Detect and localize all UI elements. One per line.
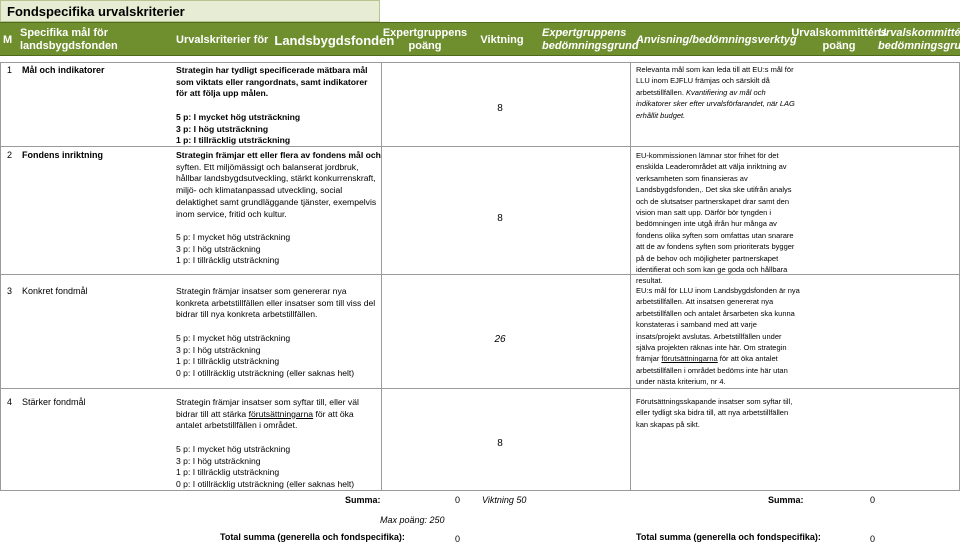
row-border	[0, 62, 960, 63]
guidance-note: Förutsättningsskapande insatser som syftar till, eller tydligt ska bidra till, att nya arbetstillfällen kan skapas på sikt.	[636, 397, 793, 429]
weight-value: 8	[497, 213, 503, 224]
scale-item: 1 p: I tillräcklig utsträckning	[176, 255, 280, 266]
row-border	[0, 146, 960, 147]
criterion-text-part: Strategin främjar insatser som syftar till, eller väl bidrar till att stärka	[176, 397, 359, 419]
row-name: Stärker fondmål	[22, 397, 86, 407]
column-border	[0, 62, 1, 490]
scale-item: 3 p: I hög utsträckning	[176, 123, 269, 134]
row-number: 3	[7, 286, 13, 296]
criterion-text: Strategin har tydligt specificerade mätbara mål som viktats eller rangordnats, samt indikatorer för att följa upp målen.	[176, 65, 368, 99]
guidance-note: EU-kommissionen lämnar stor frihet för det enskilda Leaderområdet att välja inriktning av verksamheten som finansieras av Landsbygdsfonden,. Det ska ske utifrån analys och de slutsatser partnerskapet drar samt den vision man satt upp. Därför bör tyngden i bedömningen inte utgå ifrån hur många av fondens olika syften som omfattas utan snarare att de av fondens syften som prioriterats bygger på de behov och möjligheter partnerskapet identifierat och som kan ge goda och hållbara resultat.	[636, 151, 795, 286]
header-urvalskriterier	[176, 23, 395, 57]
guidance-text: EU:s mål för LLU inom Landsbygdsfonden är nya arbetstillfällen. Att insatsen genererat nya arbetstillfällen och antalet årsarbeten ska kunna konstateras i samband med att varje insats/projekt avslutas. Arbetstillfällen under själva projekten räknas inte här. Om strategin främjar	[636, 286, 800, 364]
total-right-value: 0	[870, 534, 876, 544]
criterion-underline: förutsättningarna	[248, 408, 314, 419]
total-value: 0	[455, 534, 461, 544]
sheet-title: Fondspecifika urvalskriterier	[0, 0, 380, 22]
row-number: 4	[7, 397, 13, 407]
guidance-italic: Kvantifiering av mål och indikatorer sker efter urvalsförfarandet, när LAG erhållit budget.	[636, 87, 795, 120]
weight-value: 26	[494, 334, 506, 345]
scale-item: 5 p: I mycket hög utsträckning	[176, 443, 291, 454]
header-m: M	[3, 33, 13, 46]
guidance-text: Relevanta mål som kan leda till att EU:s mål för LLU inom EJFLU främjas och särskilt då arbetstillfällen.	[636, 65, 794, 97]
viktning-total: Viktning 50	[482, 495, 527, 505]
header-ukom-grund: Urvalskommitténs bedömningsgrund	[878, 27, 975, 52]
row-number: 1	[7, 65, 13, 75]
row-name: Mål och indikatorer	[22, 65, 105, 75]
weight-value: 8	[497, 103, 503, 114]
criterion-text: Strategin främjar ett eller flera av fondens mål och	[176, 150, 381, 160]
summa-value: 0	[455, 495, 461, 505]
criterion-text-part: för att öka antalet arbetstillfällen i området.	[176, 408, 354, 431]
scale-item: 1 p: I tillräcklig utsträckning	[176, 356, 280, 367]
scale-item: 5 p: I mycket hög utsträckning	[176, 231, 291, 242]
table-header	[0, 22, 975, 56]
scale-item: 3 p: I hög utsträckning	[176, 455, 261, 466]
scale-item: 5 p: I mycket hög utsträckning	[176, 111, 301, 122]
scale-item: 0 p: I otillräcklig utsträckning (eller saknas helt)	[176, 367, 355, 378]
guidance-note	[636, 285, 801, 388]
header-urval-small: Urvalskriterier för	[176, 33, 272, 46]
summa-label: Summa:	[345, 495, 381, 505]
row-border	[0, 490, 960, 491]
header-viktning: Viktning	[480, 33, 524, 46]
summa-right-label: Summa:	[768, 495, 804, 505]
criterion-cell	[176, 286, 381, 380]
row-name: Konkret fondmål	[22, 286, 88, 296]
row-name: Fondens inriktning	[22, 150, 103, 160]
header-urval-big: Landsbygdsfonden	[274, 32, 395, 48]
row-border	[0, 274, 960, 275]
guidance-underline: förutsättningarna	[661, 354, 718, 364]
row-number: 2	[7, 150, 13, 160]
criterion-text	[176, 397, 381, 432]
criterion-text: syften. Ett miljömässigt och balanserat jordbruk, hållbar landsbygdsutveckling, stärkt konkurrenskraft, miljö- och klimatanpassad utveckling, social delaktighet samt grundläggande tjänster, exempelvis inom service, fritid och kultur.	[176, 161, 377, 219]
criterion-cell	[176, 150, 381, 267]
scale-item: 1 p: I tillräcklig utsträckning	[176, 135, 291, 146]
header-specifika-mal: Specifika mål för landsbygdsfonden	[20, 27, 118, 52]
scale-item: 1 p: I tillräcklig utsträckning	[176, 467, 280, 478]
guidance-note	[636, 64, 801, 121]
column-border	[959, 62, 960, 490]
criterion-text: Strategin främjar insatser som genererar nya konkreta arbetstillfällen eller insatser som till viss del bidrar till nya konkreta arbetstillfällen.	[176, 286, 376, 320]
criterion-cell	[176, 65, 381, 147]
summa-right-value: 0	[870, 495, 876, 505]
column-border	[630, 62, 631, 490]
scale-item: 3 p: I hög utsträckning	[176, 344, 261, 355]
guidance-text: för att öka antalet arbetstillfällen i området bedöms inte här utan under nästa kriterium, nr 4.	[636, 354, 788, 387]
total-right-label: Total summa (generella och fondspecifika):	[636, 532, 821, 542]
header-ukom-poang: Urvalskommitténs poäng	[791, 27, 887, 52]
total-label: Total summa (generella och fondspecifika):	[220, 532, 405, 542]
column-border	[381, 62, 382, 490]
scale-item: 5 p: I mycket hög utsträckning	[176, 332, 291, 343]
weight-value: 8	[497, 438, 503, 449]
criterion-cell	[176, 397, 381, 491]
row-border	[0, 388, 960, 389]
header-expert-grund: Expertgruppens bedömningsgrund	[542, 27, 639, 52]
max-poang: Max poäng: 250	[380, 515, 445, 525]
scale-item: 3 p: I hög utsträckning	[176, 243, 261, 254]
scale-item: 0 p: I otillräcklig utsträckning (eller saknas helt)	[176, 478, 355, 489]
header-anvisning: Anvisning/bedömningsverktyg	[636, 33, 797, 46]
header-expert-poang: Expertgruppens poäng	[382, 27, 468, 52]
